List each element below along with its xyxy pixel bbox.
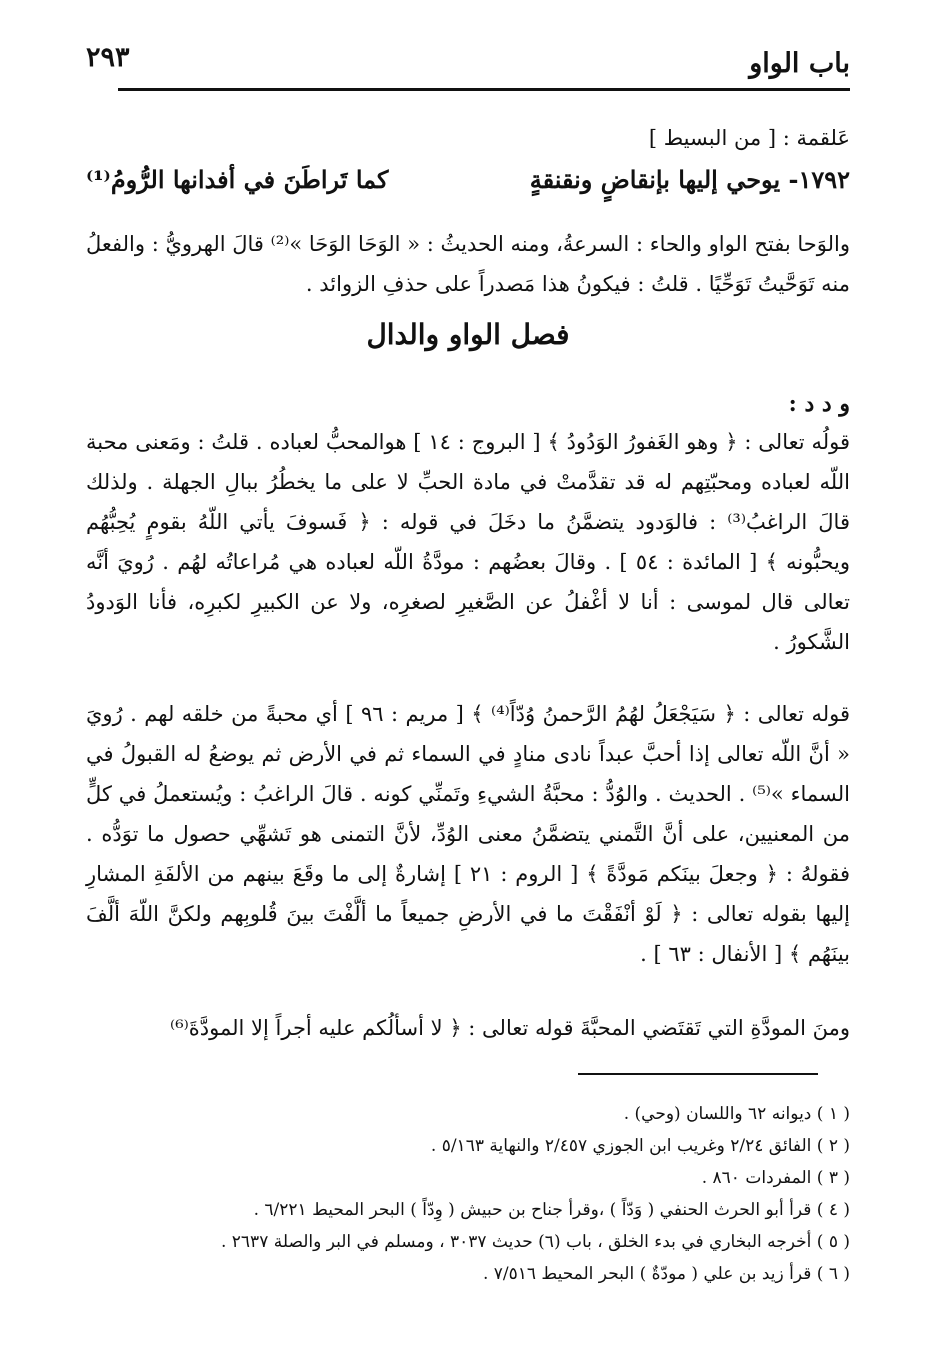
footnote-rule xyxy=(578,1073,818,1075)
page-header xyxy=(86,38,850,94)
page-number: ٢٩٣ xyxy=(86,42,130,73)
footnote-4: ( ٤ ) قرأ أبو الحرث الحنفي ( وَدّاً ) ،وقرأ جناح بن حبيش ( وِدّاً ) البحر المحيط ٦/٢٢١ . xyxy=(253,1200,850,1220)
paragraph-1: والوَحا بفتح الواو والحاء : السرعةُ، ومنه الحديثُ : « الوَحَا الوَحَا »⁽²⁾ قالَ الهرويُّ : والفعلُ منه تَوَحَّيتُ تَوَحِّيًا . قلتُ : فيكونُ هذا مَصدراً على حذفِ الزوائد . xyxy=(86,232,850,296)
footnote-6: ( ٦ ) قرأ زيد بن علي ( مودّةٌ ) البحر المحيط ٧/٥١٦ . xyxy=(482,1264,850,1284)
section-title: فصل الواو والدال xyxy=(366,318,570,351)
paragraph-2: قولُه تعالى : ﴿ وهو الغَفورُ الوَدُودُ ﴾ [ البروج : ١٤ ] هوالمحبُّ لعباده . قلتُ : ومَعنى محبة اللّه لعباده ومحبّتِهم له قد تقدَّمتْ في مادة الحبِّ لا على ما يخطُرُ ببالِ الجهلة . ولذلك قالَ الراغبُ⁽³⁾ : فالوَدود يتضمَّنُ ما دخَلَ في قوله : ﴿ فَسوفَ يأتي اللّهُ بقومٍ يُحِبُّهُم ويحبُّونه ﴾ [ المائدة : ٥٤ ] . وقالَ بعضُهم : مودَّةُ اللّه لعباده هي مُراعاتُه لهُم . رُويَ أنَّه تعالى قال لموسى : أنا لا أغْفلُ عن الصَّغيرِ لصغرِه، ولا عن الكبيرِ لكبرِه، فأنا الوَدودُ الشَّكورُ . xyxy=(86,430,850,654)
poet-line: عَلقمة : [ من البسيط ] xyxy=(648,126,850,150)
header-rule xyxy=(118,88,850,91)
paragraph-4: ومنَ المودَّةِ التي تَقتَضي المحبَّةَ قوله تعالى : ﴿ لا أسألُكم عليه أجراً إلا المودَّةَ⁽⁶⁾ xyxy=(170,1016,850,1040)
paragraph-3: قوله تعالى : ﴿ سَيَجْعَلُ لهُمُ الرَّحمنُ وُدّاً⁽⁴⁾ ﴾ [ مريم : ٩٦ ] أي محبةً من خلقه لهم . رُويَ « أنَّ اللّه تعالى إذا أحبَّ عبداً نادى منادٍ في السماء ثم في الأرض ثم يوضعُ له القبولُ في السماء »⁽⁵⁾ . الحديث . والوُدُّ : محبَّةُ الشيءِ وتَمنِّي كونه . قالَ الراغبُ : ويُستعملُ في كلٍّ من المعنيين، على أنَّ التَّمني يتضمَّنُ معنى الوُدِّ، لأنَّ التمنى هو تَشهِّي حصول ما توَدُّه . فقولهُ : ﴿ وجعلَ بينَكم مَودَّةً ﴾ [ الروم : ٢١ ] إشارةٌ إلى ما وقَعَ بينهم من الألفَةِ المشارِ إليها بقوله تعالى : ﴿ لَوْ أنْفَقْتَ ما في الأرضِ جميعاً ما ألَّفْتَ بينَ قُلوبِهم ولكنَّ اللّهَ ألَّفَ بينَهُم ﴾ [ الأنفال : ٦٣ ] . xyxy=(86,702,851,966)
footnotes xyxy=(86,1098,850,1290)
verse xyxy=(86,160,850,206)
footnote-1: ( ١ ) ديوانه ٦٢ واللسان (وحي) . xyxy=(623,1104,850,1124)
footnote-2: ( ٢ ) الفائق ٢/٢٤ وغريب ابن الجوزي ٢/٤٥٧ والنهاية ٥/١٦٣ . xyxy=(430,1136,850,1156)
verse-first-hemistich: ١٧٩٢- يوحي إليها بإنقاضٍ ونقنقةٍ xyxy=(529,165,850,194)
footnote-5: ( ٥ ) أخرجه البخاري في بدء الخلق ، باب (٦) حديث ٣٠٣٧ ، ومسلم في البر والصلة ٢٦٣٧ . xyxy=(220,1232,850,1252)
running-title: باب الواو xyxy=(749,48,850,79)
verse-second-hemistich: كما تَراطَنَ في أفدانها الرُّومُ⁽¹⁾ xyxy=(86,165,389,194)
footnote-3: ( ٣ ) المفردات ٨٦٠ . xyxy=(701,1168,850,1188)
root-label: و د د : xyxy=(788,391,850,417)
